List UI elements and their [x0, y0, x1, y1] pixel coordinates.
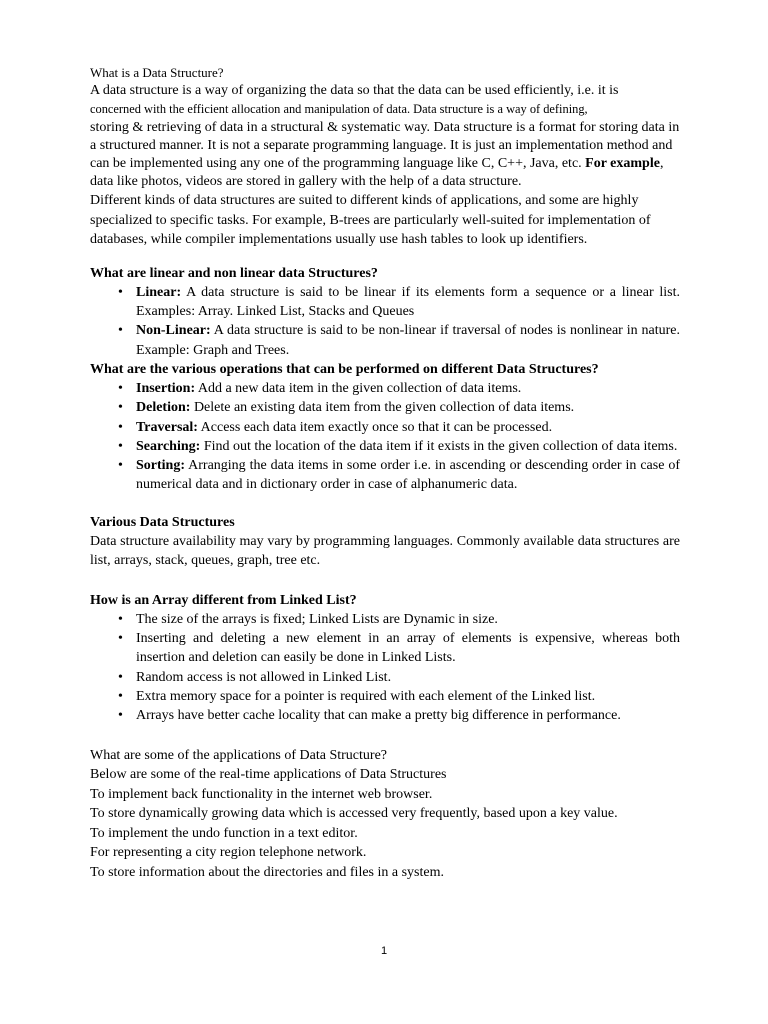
- list-item-text: A data structure is said to be non-linear if traversal of nodes is nonlinear in nature. Example: Graph and Trees.: [136, 323, 680, 358]
- operations-heading: What are the various operations that can be performed on different Data Structures?: [90, 361, 599, 377]
- section-spacer: [90, 495, 680, 513]
- various-paragraph: Data structure availability may vary by programming languages. Commonly available data structures are list, arrays, stack, queues, graph, tree etc.: [90, 533, 680, 569]
- list-item-term: Non-Linear:: [136, 323, 211, 339]
- applications-line: Below are some of the real-time applications of Data Structures: [90, 767, 447, 783]
- list-item-text: A data structure is said to be linear if its elements form a sequence or a linear list. Examples: Array. Linked List, Stacks and Queues: [136, 284, 680, 320]
- applications-section: [90, 746, 680, 883]
- linear-list: [90, 283, 680, 360]
- section-spacer: [90, 726, 680, 746]
- list-item-term: Sorting:: [136, 458, 185, 474]
- array-heading: How is an Array different from Linked List?: [90, 592, 357, 608]
- list-item: [136, 398, 680, 417]
- list-item-term: Deletion:: [136, 400, 191, 416]
- list-item: • Inserting and deleting a new element in an array of elements is expensive, whereas both insertion and deletion can easily be done in Linked Lists.: [136, 629, 680, 668]
- list-item: • Random access is not allowed in Linked List.: [136, 668, 680, 687]
- list-item-term: Searching:: [136, 438, 201, 454]
- operations-list: [90, 379, 680, 495]
- applications-line: To implement back functionality in the internet web browser.: [90, 786, 433, 802]
- intro-paragraph: [90, 82, 680, 191]
- applications-line: To store dynamically growing data which is accessed very frequently, based upon a key value.: [90, 806, 618, 822]
- list-item: [136, 321, 680, 360]
- list-item-text: Find out the location of the data item if it exists in the given collection of data items.: [200, 438, 678, 454]
- list-item: [136, 437, 680, 456]
- array-list: [90, 610, 680, 726]
- list-item: [136, 379, 680, 398]
- page-number: 1: [380, 945, 388, 957]
- list-item: • Extra memory space for a pointer is required with each element of the Linked list.: [136, 687, 680, 706]
- intro-part-3: storing & retrieving of data in a structural & systematic way. Data structure is a format for storing data in a structured manner. It is not a separate programming language. It is just an implementation method and can be implemented using any one of the programming language like C, C++, Java, etc.: [90, 120, 680, 171]
- section-spacer: [90, 571, 680, 591]
- linear-heading: What are linear and non linear data Structures?: [90, 265, 378, 281]
- list-item-text: Delete an existing data item from the given collection of data items.: [190, 400, 575, 416]
- list-item: • The size of the arrays is fixed; Linked Lists are Dynamic in size.: [136, 610, 680, 629]
- intro-part-2: concerned with the efficient allocation and manipulation of data. Data structure is a way of defining,: [90, 102, 588, 116]
- list-item-term: Insertion:: [136, 380, 196, 396]
- intro-for-example: For example: [585, 156, 660, 171]
- applications-line: For representing a city region telephone network.: [90, 845, 367, 861]
- list-item-text: Access each data item exactly once so that it can be processed.: [197, 419, 553, 435]
- list-item: [136, 283, 680, 322]
- intro-paragraph-2: Different kinds of data structures are suited to different kinds of applications, and some are highly specialized to specific tasks. For example, B-trees are particularly well-suited for implementation of databases, while compiler implementations usually use hash tables to look up identifiers.: [90, 193, 651, 248]
- applications-line: To implement the undo function in a text editor.: [90, 825, 358, 841]
- list-item-text: Add a new data item in the given collection of data items.: [195, 380, 522, 396]
- list-item: [136, 418, 680, 437]
- various-heading: Various Data Structures: [90, 514, 235, 530]
- list-item: [136, 456, 680, 495]
- list-item-term: Linear:: [136, 284, 182, 300]
- applications-heading: What are some of the applications of Data Structure?: [90, 747, 387, 763]
- intro-part-4: , data like photos, videos are stored in gallery with the help of a data structure.: [90, 156, 664, 189]
- list-item: • Arrays have better cache locality that can make a pretty big difference in performance.: [136, 706, 680, 725]
- list-item-text: Arranging the data items in some order i.e. in ascending or descending order in case of numerical data and in dictionary order in case of alphanumeric data.: [136, 458, 680, 493]
- applications-line: To store information about the directories and files in a system.: [90, 864, 444, 880]
- list-item-term: Traversal:: [136, 419, 198, 435]
- intro-part-1: A data structure is a way of organizing the data so that the data can be used efficiently, i.e. it is: [90, 83, 619, 98]
- document-title: What is a Data Structure?: [90, 65, 224, 80]
